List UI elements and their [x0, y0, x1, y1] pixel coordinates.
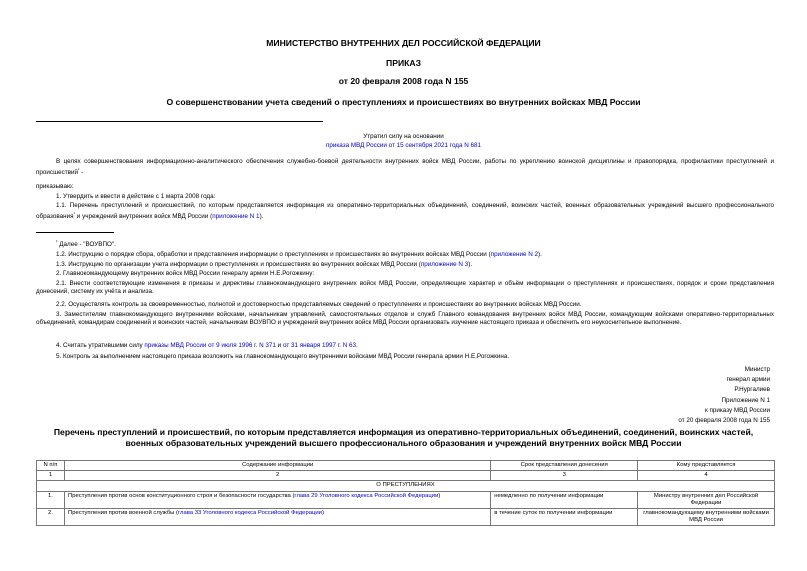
appendix-3-link[interactable]: приложение N 3: [420, 261, 469, 268]
table-header-cell: N п/п: [37, 461, 65, 471]
intro-paragraph: В целях совершенствования информационно-аналитического обеспечения служебно-боевой деятельности внутренних войск МВД России, работы по укреплению воинской дисциплины и правопорядка, профилактики преступлений и происшествий$^{^1}$ -: [36, 158, 774, 177]
table-row: [37, 509, 775, 526]
appendix-title-line-1: Перечень преступлений и происшествий, по которым представляется информация из оперативно-территориальных объединений, соединений, воинских частей,: [53, 427, 754, 437]
table-cell: Преступления против основ конституционного строя и безопасности государства (глава 29 Уголовного кодекса Российской Федерации): [64, 491, 490, 508]
table-cell: немедленно по получении информации: [491, 491, 638, 508]
table-cell: 4: [638, 471, 775, 481]
table-cell: 1: [37, 471, 65, 481]
chapter-33-link[interactable]: глава 33 Уголовного кодекса Российской Федерации: [177, 510, 322, 517]
item-2: 2. Главнокомандующему внутренних войск МВД России генералу армии Н.Е.Рогожкину:: [56, 270, 315, 277]
item-5: 5. Контроль за выполнением настоящего приказа возложить на главнокомандующего внутренними войсками МВД России генерала армии Н.Е.Рогожкина.: [56, 353, 510, 360]
chapter-29-link[interactable]: глава 29 Уголовного кодекса Российской Федерации: [294, 492, 439, 499]
table-cell: Министру внутренних дел Российской Федерации: [638, 491, 775, 508]
item-1: 1. Утвердить и ввести в действие с 1 марта 2008 года:: [56, 193, 216, 200]
item-3: 3. Заместителям главнокомандующего внутренними войсками, начальникам управлений, самостоятельных отделов и служб Главного командования внутренних войск МВД России, командующим войсками оперативно-территориальных объединений, командирам соединений и воинских частей, начальникам ВОУВПО и учреждений внутренних войск МВД России организовать изучение настоящего приказа и обеспечить его неукоснительное выполнение.: [36, 311, 774, 327]
footnote-divider: [36, 232, 114, 233]
order-word: приказываю:: [36, 183, 74, 190]
crimes-table: [36, 460, 775, 526]
item-4: 4. Считать утратившими силу приказы МВД России от 9 июля 1996 г. N 371 и от 31 января 1997 г. N 63.: [56, 342, 358, 349]
appendix-to: к приказу МВД России: [704, 407, 770, 414]
table-cell: 3: [491, 471, 638, 481]
appendix-title-line-2: военных образовательных учреждений высшего профессионального образования и учреждений внутренних войск МВД России: [125, 438, 682, 448]
item-2-2: 2.2. Осуществлять контроль за своевременностью, полнотой и достоверностью представляемых сведений о преступлениях и происшествиях во внутренних войсках МВД России.: [56, 301, 582, 308]
table-cell: главнокомандующему внутренними войсками МВД России: [638, 509, 775, 526]
ministry-heading: МИНИСТЕРСТВО ВНУТРЕННИХ ДЕЛ РОССИЙСКОЙ ФЕДЕРАЦИИ: [266, 38, 541, 48]
table-cell: 2.: [37, 509, 65, 526]
item-1-1: 1.1. Перечень преступлений и происшествий, по которым представляется информация из оперативно-территориальных объединений, соединений, воинских частей, военных образовательных учреждений высшего профессионального образования$^{^1}$ и учреждений внутренних войск МВД России (приложение N 1).: [36, 202, 774, 221]
status-line: Утратил силу на основании: [363, 133, 444, 140]
table-cell: 1.: [37, 491, 65, 508]
table-header-row: [37, 461, 775, 471]
table-cell: в течение суток по получении информации: [491, 509, 638, 526]
status-link[interactable]: приказа МВД России от 15 сентября 2021 года N 681: [325, 142, 482, 149]
order-63-link[interactable]: от 31 января 1997 г. N 63: [282, 342, 357, 349]
item-2-1: 2.1. Внести соответствующие изменения в приказы и директивы главнокомандующего внутренних войск МВД России, определяющие характер и объём информации о преступлениях и происшествиях, порядок и сроки представления донесений, систему их учёта и анализа.: [36, 280, 774, 296]
table-section-row: [37, 481, 775, 491]
doc-type-heading: ПРИКАЗ: [386, 58, 421, 68]
signature-name: Р.Нургалиев: [734, 386, 770, 393]
section-title: О ПРЕСТУПЛЕНИЯХ: [37, 481, 775, 491]
table-number-row: [37, 471, 775, 481]
signature-role: Министр: [744, 366, 770, 373]
header-divider: [36, 121, 323, 122]
appendix-date: от 20 февраля 2008 года N 155: [678, 417, 770, 424]
appendix-label: Приложение N 1: [721, 397, 770, 404]
signature-rank: генерал армии: [726, 376, 770, 383]
table-header-cell: Срок представления донесения: [491, 461, 638, 471]
appendix-1-link[interactable]: приложение N 1: [212, 213, 260, 221]
table-header-cell: Кому представляется: [638, 461, 775, 471]
table-cell: 2: [64, 471, 490, 481]
item-1-2: 1.2. Инструкцию о порядке сбора, обработки и представления информации о преступлениях и происшествиях во внутренних войсках МВД России (приложение N 2).: [56, 251, 542, 258]
footnote-ref: ¹: [73, 211, 76, 217]
appendix-2-link[interactable]: приложение N 2: [490, 251, 539, 258]
item-1-3: 1.3. Инструкцию по организации учета информации о преступлениях и происшествиях во внутренних войсках МВД России (приложение N 3).: [56, 261, 473, 268]
order-371-link[interactable]: приказы МВД России от 9 июля 1996 г. N 371: [144, 342, 276, 349]
page-title: О совершенствовании учета сведений о преступлениях и происшествиях во внутренних войсках МВД России: [166, 97, 641, 107]
table-row: [37, 491, 775, 508]
footnote-ref: ¹: [78, 167, 80, 173]
table-cell: Преступления против военной службы (глава 33 Уголовного кодекса Российской Федерации): [64, 509, 490, 526]
doc-date-number: от 20 февраля 2008 года N 155: [338, 76, 469, 86]
table-header-cell: Содержание информации: [64, 461, 490, 471]
footnote: $^{^1}$ Далее - "ВОУВПО".: [56, 239, 116, 249]
